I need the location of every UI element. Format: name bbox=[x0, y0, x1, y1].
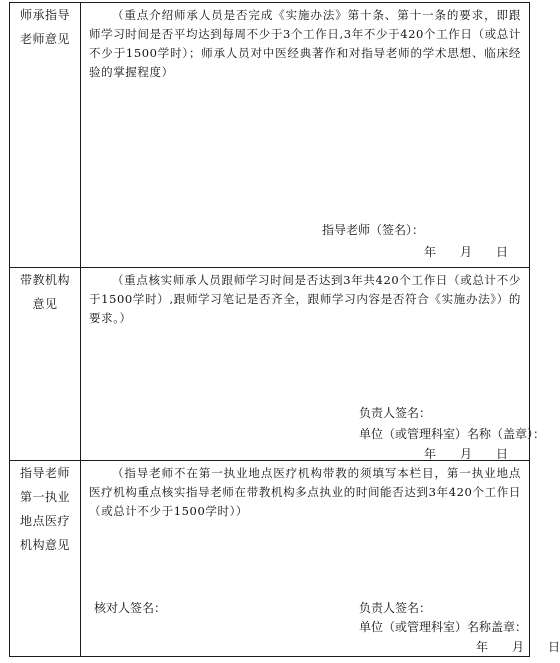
row-label-line: 指导老师 bbox=[19, 466, 70, 480]
row-label-teacher-opinion bbox=[10, 3, 81, 268]
date-line: 年 月 日 bbox=[424, 447, 509, 461]
instruction-note: （重点介绍师承人员是否完成《实施办法》第十条、第十一条的要求，即跟师学习时间是否平均达到每周不少于3个工作日,3年不少于420个工作日（或总计不少于1500学时）；师承人员对中医经典著作和对指导老师的学术思想、临床经验的掌握程度） bbox=[89, 8, 521, 79]
checker-signature-label: 核对人签名： bbox=[94, 601, 167, 615]
row-label-institution-opinion bbox=[10, 268, 81, 461]
date-line: 年 月 日 bbox=[424, 245, 509, 259]
form-row-primary-institution-opinion bbox=[10, 461, 530, 657]
form-row-institution-opinion bbox=[10, 268, 530, 461]
row-label-line: 地点医疗 bbox=[19, 514, 70, 528]
row-label-line: 师承指导 bbox=[19, 8, 70, 22]
form-row-teacher-opinion bbox=[10, 3, 530, 268]
row-label-primary-institution-opinion bbox=[10, 461, 81, 657]
opinion-form-table bbox=[9, 2, 560, 657]
row-label-line: 机构意见 bbox=[19, 538, 70, 552]
instruction-note: （指导老师不在第一执业地点医疗机构带教的须填写本栏目，第一执业地点医疗机构重点核实指导老师在带教机构多点执业的时间能否达到3年420个工作日（或总计不少于1500学时）） bbox=[89, 466, 521, 518]
teacher-opinion-field[interactable] bbox=[81, 3, 530, 268]
leader-signature-label: 负责人签名： bbox=[359, 406, 432, 420]
unit-stamp-label: 单位（或管理科室）名称盖章： bbox=[359, 620, 528, 634]
row-label-line: 意见 bbox=[32, 297, 58, 311]
row-label-line: 带教机构 bbox=[19, 273, 70, 287]
instruction-note: （重点核实师承人员跟师学习时间是否达到3年共420个工作日（或总计不少于1500学时）,跟师学习笔记是否齐全，跟师学习内容是否符合《实施办法》）的要求。） bbox=[89, 273, 521, 325]
row-label-line: 第一执业 bbox=[19, 490, 70, 504]
primary-institution-opinion-field[interactable] bbox=[81, 461, 560, 657]
leader-signature-label: 负责人签名： bbox=[359, 601, 432, 615]
date-line: 年 月 日 bbox=[476, 640, 560, 654]
teacher-signature-label: 指导老师（签名）： bbox=[322, 223, 425, 237]
row-label-line: 老师意见 bbox=[19, 32, 70, 46]
institution-opinion-field[interactable] bbox=[81, 268, 546, 461]
unit-stamp-label: 单位（或管理科室）名称（盖章）： bbox=[359, 427, 546, 441]
